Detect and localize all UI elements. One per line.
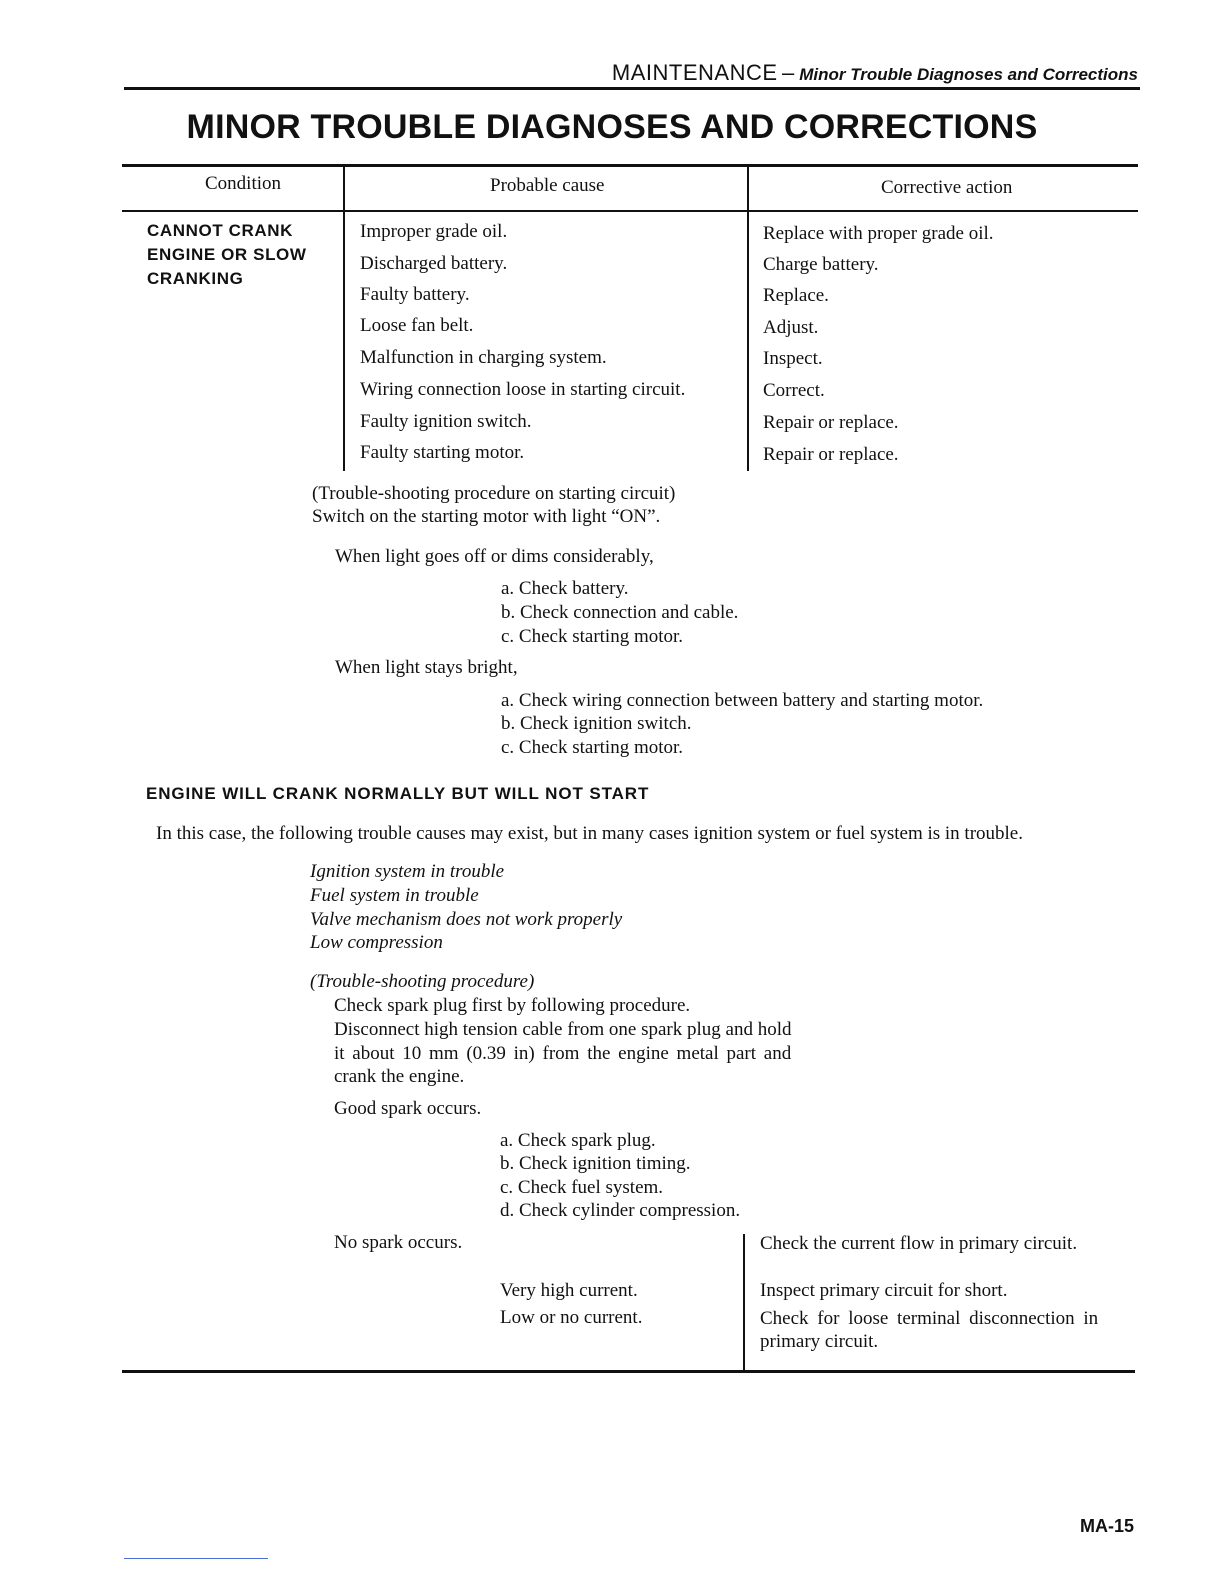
dims-step-a: a. Check battery. xyxy=(501,578,629,599)
low-current-action-1: Check for loose terminal disconnection in xyxy=(760,1308,1099,1329)
cause-fuel: Fuel system in trouble xyxy=(310,885,479,906)
cause-1: Improper grade oil. xyxy=(360,221,508,242)
good-step-d: d. Check cylinder compression. xyxy=(500,1200,741,1221)
bright-step-a: a. Check wiring connection between battery and starting motor. xyxy=(501,690,984,711)
page-number: MA-15 xyxy=(1080,1516,1135,1536)
action-8: Repair or replace. xyxy=(763,444,899,465)
header-probable-cause: Probable cause xyxy=(490,175,605,196)
starting-procedure-title: (Trouble-shooting procedure on starting circuit) xyxy=(312,483,676,504)
spark-column-divider xyxy=(743,1234,745,1370)
procedure-line-1: Check spark plug first by following procedure. xyxy=(334,995,691,1016)
header-section: MAINTENANCE xyxy=(611,60,778,85)
procedure-line-3: it about 10 mm (0.39 in) from the engine metal part and xyxy=(334,1043,792,1064)
action-3: Replace. xyxy=(763,285,829,306)
action-7: Repair or replace. xyxy=(763,412,899,433)
table-head-rule xyxy=(122,210,1138,212)
low-current-action-2: primary circuit. xyxy=(760,1331,879,1352)
condition-line-3: CRANKING xyxy=(147,269,244,288)
cause-7: Faulty ignition switch. xyxy=(360,411,532,432)
cause-3: Faulty battery. xyxy=(360,284,470,305)
cause-2: Discharged battery. xyxy=(360,253,508,274)
very-high-action: Inspect primary circuit for short. xyxy=(760,1280,1008,1301)
header-condition: Condition xyxy=(205,173,282,194)
no-spark: No spark occurs. xyxy=(334,1232,463,1253)
cause-4: Loose fan belt. xyxy=(360,315,474,336)
no-start-intro: In this case, the following trouble causes may exist, but in many cases ignition system or fuel system is in trouble. xyxy=(156,823,1023,844)
header-rule xyxy=(124,87,1140,90)
column-divider-2 xyxy=(747,166,749,471)
header-corrective-action: Corrective action xyxy=(881,177,1013,198)
light-dims-case: When light goes off or dims considerably, xyxy=(335,546,654,567)
good-step-c: c. Check fuel system. xyxy=(500,1177,664,1198)
table-bottom-rule xyxy=(122,1370,1135,1373)
condition-line-2: ENGINE OR SLOW xyxy=(147,245,307,264)
header-dash: – xyxy=(782,60,795,85)
column-divider-1 xyxy=(343,166,345,471)
procedure-line-2: Disconnect high tension cable from one spark plug and hold xyxy=(334,1019,792,1040)
cause-compression: Low compression xyxy=(310,932,443,953)
bright-step-c: c. Check starting motor. xyxy=(501,737,684,758)
cause-5: Malfunction in charging system. xyxy=(360,347,607,368)
cause-8: Faulty starting motor. xyxy=(360,442,525,463)
bottom-edge-mark xyxy=(124,1558,268,1559)
good-spark: Good spark occurs. xyxy=(334,1098,482,1119)
page-title: MINOR TROUBLE DIAGNOSES AND CORRECTIONS xyxy=(186,108,1038,146)
dims-step-b: b. Check connection and cable. xyxy=(501,602,739,623)
starting-procedure-intro: Switch on the starting motor with light “ON”. xyxy=(312,506,661,527)
action-4: Adjust. xyxy=(763,317,819,338)
running-header xyxy=(612,60,1138,86)
low-current: Low or no current. xyxy=(500,1307,643,1328)
action-6: Correct. xyxy=(763,380,825,401)
action-2: Charge battery. xyxy=(763,254,879,275)
condition-line-1: CANNOT CRANK xyxy=(147,221,294,240)
procedure-line-4: crank the engine. xyxy=(334,1066,465,1087)
cause-ignition: Ignition system in trouble xyxy=(310,861,505,882)
header-subtitle: Minor Trouble Diagnoses and Corrections xyxy=(799,65,1138,84)
procedure-title: (Trouble-shooting procedure) xyxy=(310,971,535,992)
dims-step-c: c. Check starting motor. xyxy=(501,626,684,647)
bright-step-b: b. Check ignition switch. xyxy=(501,713,692,734)
cause-6: Wiring connection loose in starting circuit. xyxy=(360,379,686,400)
cause-valve: Valve mechanism does not work properly xyxy=(310,909,623,930)
no-start-heading: ENGINE WILL CRANK NORMALLY BUT WILL NOT START xyxy=(146,784,650,803)
light-bright-case: When light stays bright, xyxy=(335,657,518,678)
action-5: Inspect. xyxy=(763,348,823,369)
very-high-current: Very high current. xyxy=(500,1280,638,1301)
table-top-rule xyxy=(122,164,1138,167)
good-step-b: b. Check ignition timing. xyxy=(500,1153,691,1174)
no-spark-action: Check the current flow in primary circuit. xyxy=(760,1233,1078,1254)
action-1: Replace with proper grade oil. xyxy=(763,223,994,244)
good-step-a: a. Check spark plug. xyxy=(500,1130,656,1151)
